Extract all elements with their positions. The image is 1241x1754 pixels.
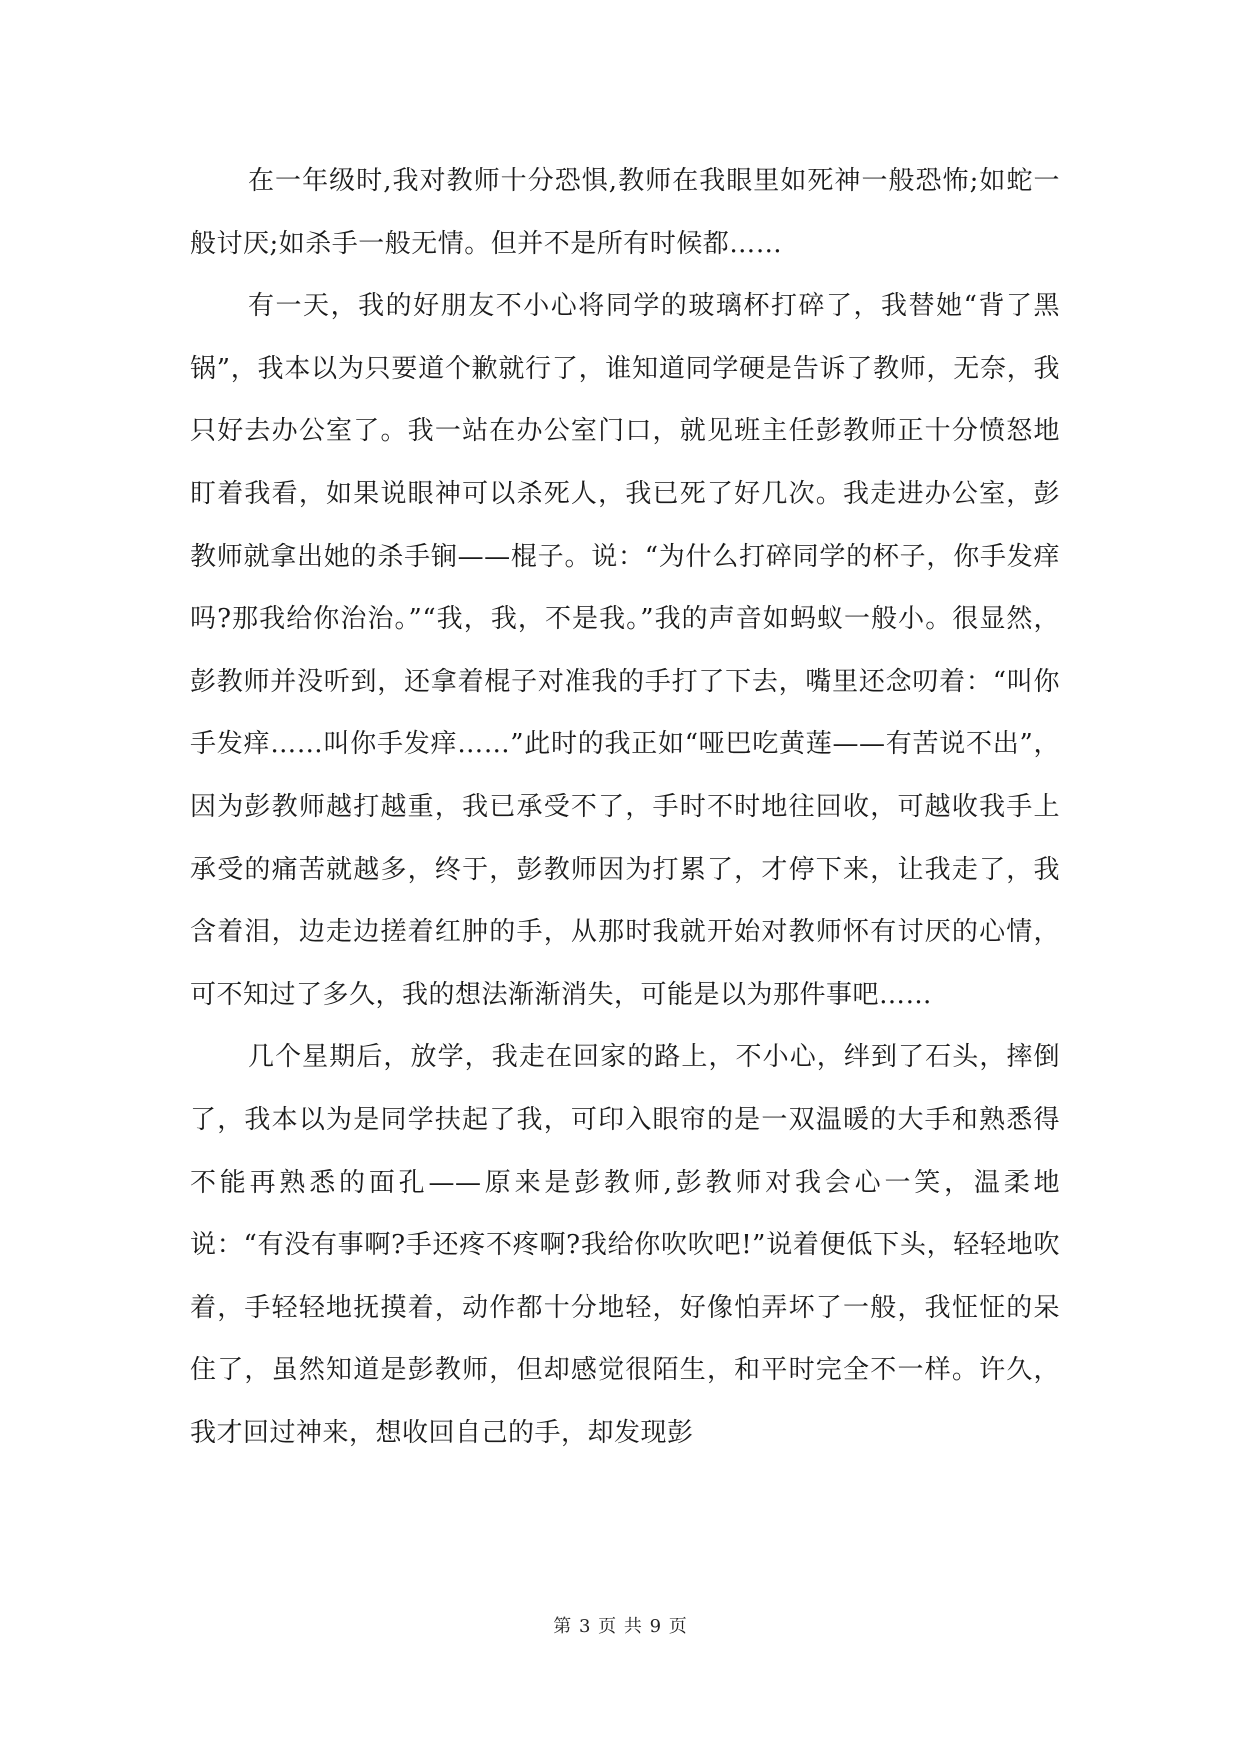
page-number-footer: 第 3 页 共 9 页 [553,1616,688,1637]
paragraph-1: 在一年级时,我对教师十分恐惧,教师在我眼里如死神一般恐怖;如蛇一般讨厌;如杀手一般无情。但并不是所有时候都…… [190,166,1060,259]
paragraph-2: 有一天，我的好朋友不小心将同学的玻璃杯打碎了，我替她“背了黑锅”，我本以为只要道个歉就行了，谁知道同学硬是告诉了教师，无奈，我只好去办公室了。我一站在办公室门口，就见班主任彭教师正十分愤怒地盯着我看，如果说眼神可以杀死人，我已死了好几次。我走进办公室，彭教师就拿出她的杀手锏——棍子。说：“为什么打碎同学的杯子，你手发痒吗?那我给你治治。”“我，我，不是我。”我的声音如蚂蚁一般小。很显然，彭教师并没听到，还拿着棍子对准我的手打了下去，嘴里还念叨着：“叫你手发痒……叫你手发痒……”此时的我正如“哑巴吃黄莲——有苦说不出”，因为彭教师越打越重，我已承受不了，手时不时地往回收，可越收我手上承受的痛苦就越多，终于，彭教师因为打累了，才停下来，让我走了，我含着泪，边走边搓着红肿的手，从那时我就开始对教师怀有讨厌的心情，可不知过了多久，我的想法渐渐消失，可能是以为那件事吧…… [190,291,1060,1010]
document-body [190,150,1060,1464]
paragraph-3: 几个星期后，放学，我走在回家的路上，不小心，绊到了石头，摔倒了，我本以为是同学扶起了我，可印入眼帘的是一双温暖的大手和熟悉得不能再熟悉的面孔——原来是彭教师,彭教师对我会心一笑，温柔地说：“有没有事啊?手还疼不疼啊?我给你吹吹吧!”说着便低下头，轻轻地吹着，手轻轻地抚摸着，动作都十分地轻，好像怕弄坏了一般，我怔怔的呆住了，虽然知道是彭教师，但却感觉很陌生，和平时完全不一样。许久，我才回过神来，想收回自己的手，却发现彭 [190,1042,1060,1448]
